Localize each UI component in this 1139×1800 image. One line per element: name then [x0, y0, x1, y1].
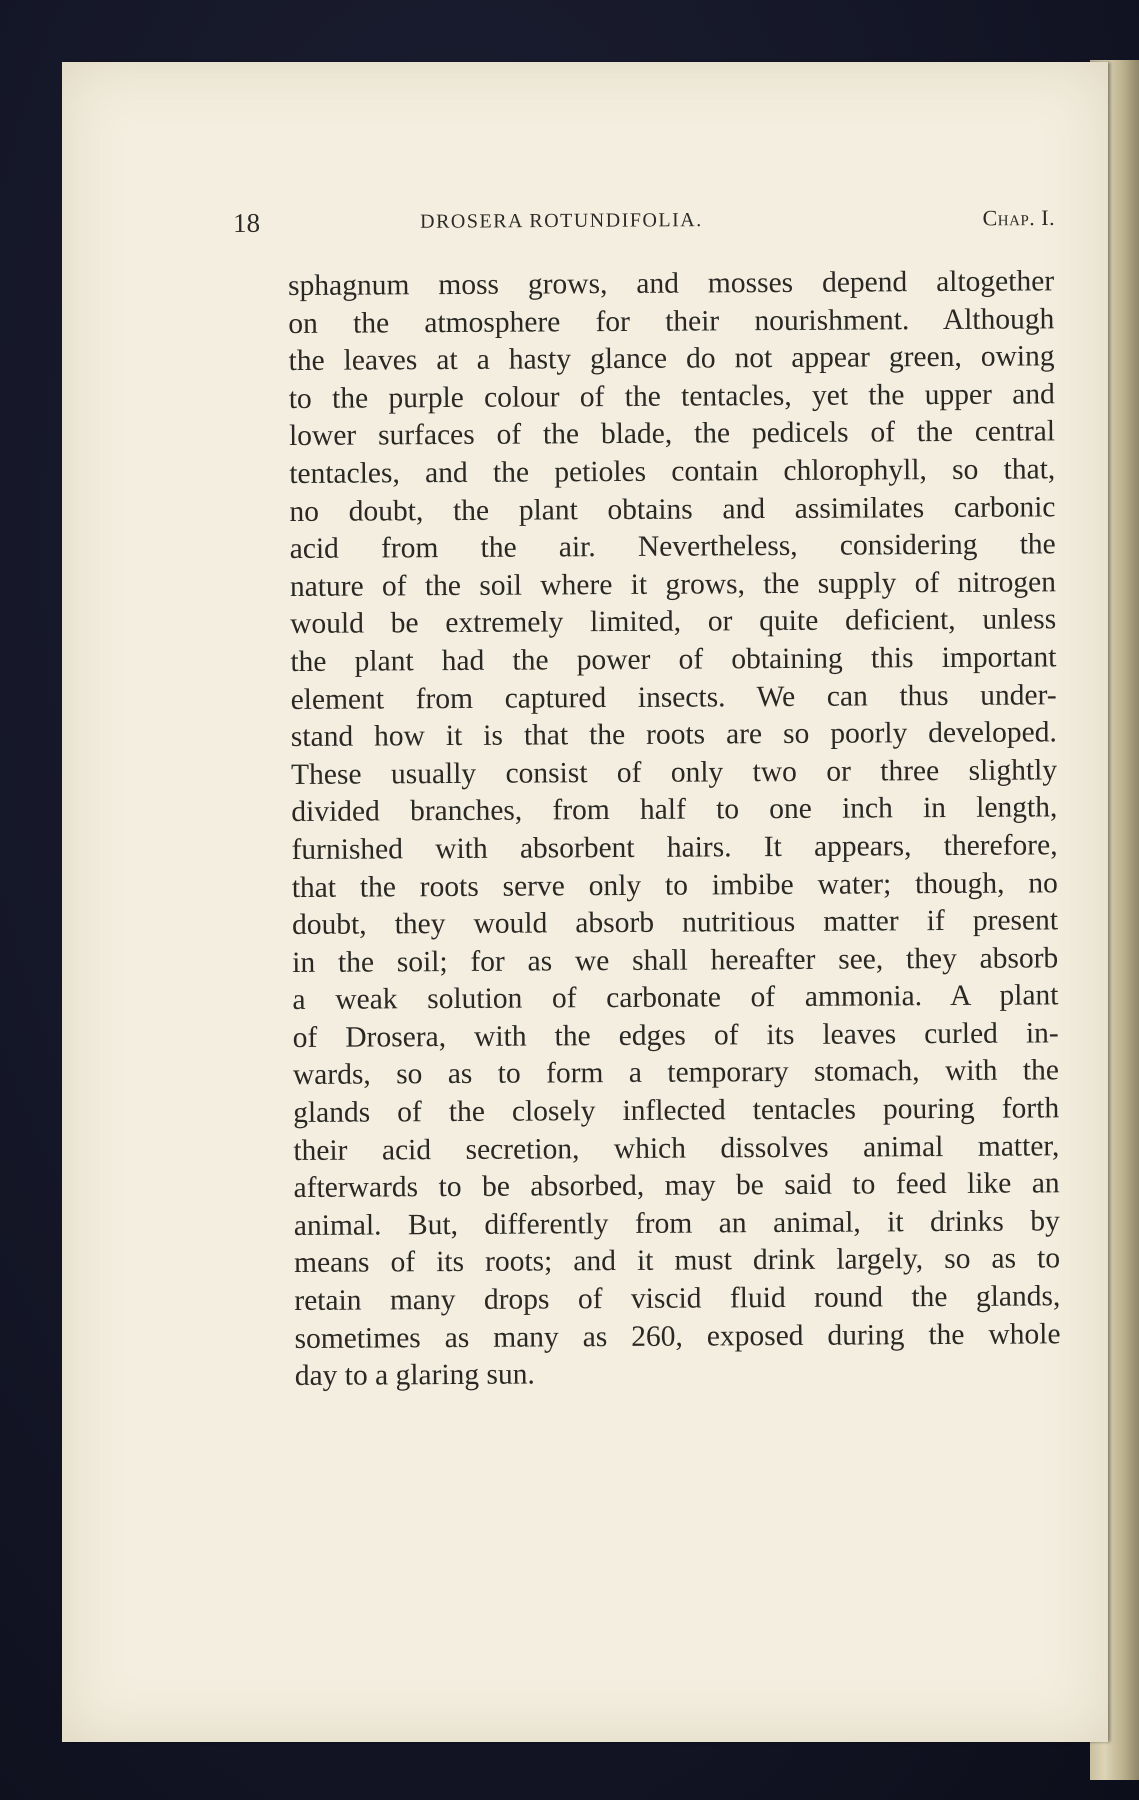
text-line: sphagnum moss grows, and mosses depend altogether — [288, 265, 1055, 302]
text-line: furnished with absorbent hairs. It appears, therefore, — [291, 829, 1058, 866]
text-line: doubt, they would absorb nutritious matter if present — [291, 904, 1059, 942]
text-line: a weak solution of carbonate of ammonia. A plant — [292, 979, 1059, 1017]
text-line: on the atmosphere for their nourishment. Although — [288, 302, 1055, 340]
text-line: the plant had the power of obtaining this important — [290, 641, 1057, 678]
text-line: that the roots serve only to imbibe water; though, no — [291, 866, 1058, 904]
book-title: DROSERA ROTUNDIFOLIA. — [420, 209, 703, 233]
chapter-label: Chap. I. — [982, 204, 1056, 231]
text-line: acid from the air. Nevertheless, considering the — [289, 528, 1056, 566]
text-line: animal. But, differently from an animal, it drinks by — [293, 1205, 1060, 1242]
body-text — [288, 263, 1061, 1395]
text-line: These usually consist of only two or three slightly — [290, 754, 1058, 791]
text-line: stand how it is that the roots are so poorly developed. — [290, 716, 1057, 754]
text-line: element from captured insects. We can thus under- — [290, 678, 1057, 716]
text-line: means of its roots; and it must drink largely, so as to — [293, 1242, 1061, 1280]
text-line: the leaves at a hasty glance do not appear green, owing — [288, 340, 1055, 378]
text-line: sometimes as many as 260, exposed during the whole — [294, 1317, 1061, 1355]
text-line: afterwards to be absorbed, may be said to feed like an — [293, 1167, 1060, 1205]
text-line: lower surfaces of the blade, the pedicels of the central — [288, 415, 1056, 453]
text-line: divided branches, from half to one inch in length, — [291, 791, 1058, 829]
text-line: no doubt, the plant obtains and assimilates carbonic — [289, 490, 1056, 528]
text-line: nature of the soil where it grows, the supply of nitrogen — [289, 566, 1057, 603]
running-head — [225, 203, 1055, 248]
text-line: would be extremely limited, or quite deficient, unless — [290, 603, 1057, 641]
text-line: to the purple colour of the tentacles, yet the upper and — [288, 378, 1055, 415]
text-line: their acid secretion, which dissolves animal matter, — [293, 1129, 1060, 1167]
text-line: day to a glaring sun. — [294, 1358, 535, 1393]
text-line: in the soil; for as we shall hereafter see, they absorb — [292, 941, 1059, 979]
page-number: 18 — [232, 207, 261, 238]
text-line: retain many drops of viscid fluid round the glands, — [294, 1280, 1061, 1318]
text-line: tentacles, and the petioles contain chlorophyll, so that, — [289, 453, 1056, 490]
text-line: wards, so as to form a temporary stomach, with the — [292, 1054, 1060, 1092]
text-line: of Drosera, with the edges of its leaves curled in- — [292, 1017, 1059, 1054]
text-line: glands of the closely inflected tentacles pouring forth — [293, 1092, 1060, 1130]
